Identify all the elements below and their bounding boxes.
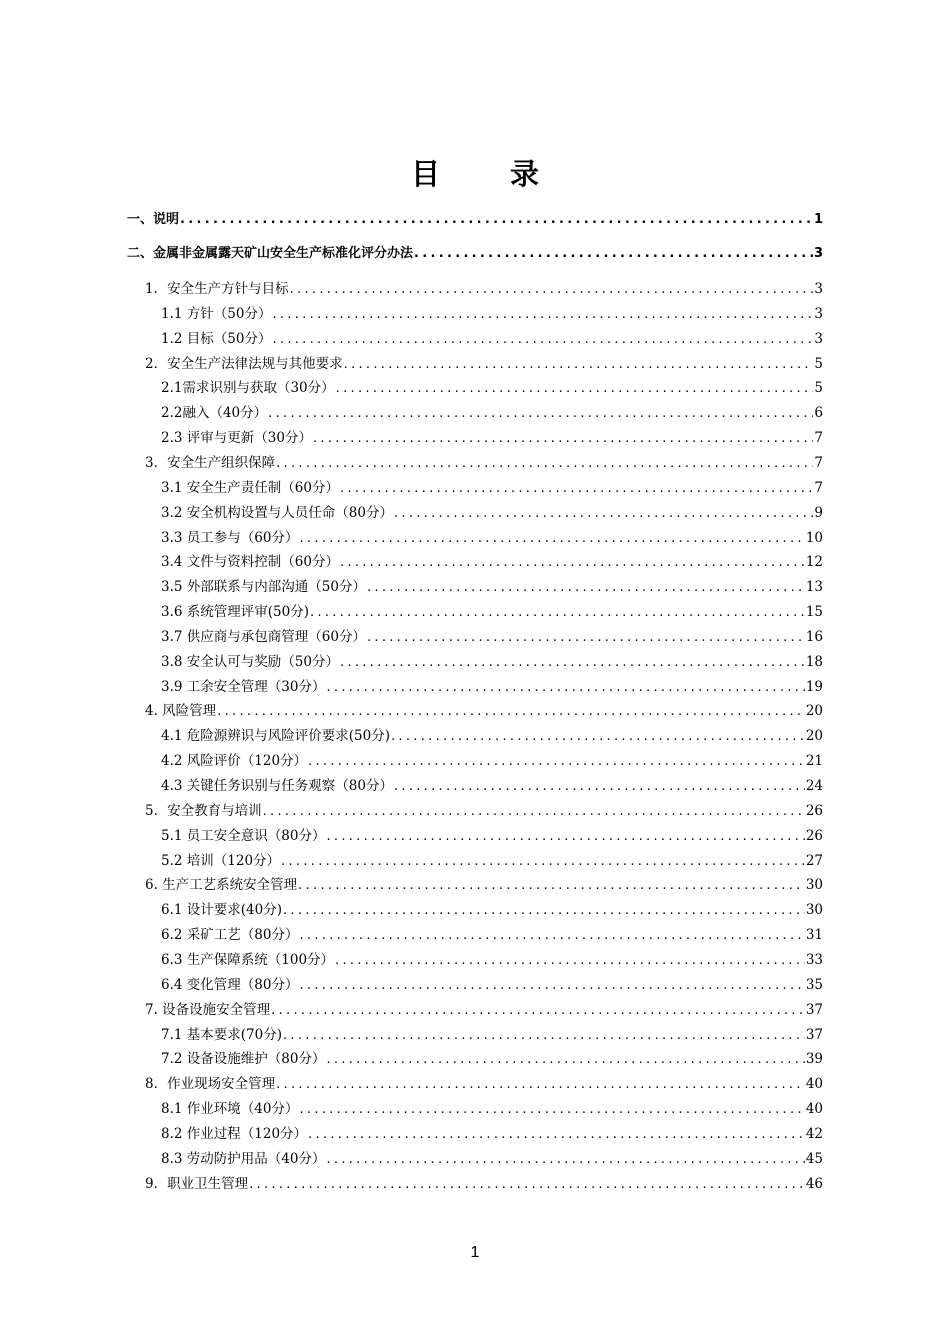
- toc-dot-leader: [283, 901, 805, 921]
- toc-entry-label: 3.9 工余安全管理（30分）: [161, 678, 326, 695]
- toc-entry-label: 6.4 变化管理（80分）: [161, 976, 299, 993]
- toc-dot-leader: [299, 926, 804, 946]
- toc-entry[interactable]: [161, 627, 823, 647]
- toc-entry-page: 40: [805, 1076, 823, 1093]
- toc-entry-label: 3.3 员工参与（60分）: [161, 529, 299, 546]
- toc-entry-label: 8.1 作业环境（40分）: [161, 1101, 299, 1118]
- toc-entry[interactable]: [161, 577, 823, 597]
- toc-entry[interactable]: [161, 602, 823, 622]
- toc-entry[interactable]: [161, 776, 823, 796]
- toc-dot-leader: [180, 210, 813, 230]
- toc-dot-leader: [313, 429, 813, 449]
- toc-entry-page: 20: [805, 728, 823, 745]
- toc-entry[interactable]: [161, 478, 823, 498]
- toc-entry[interactable]: [145, 1174, 823, 1194]
- toc-dot-leader: [299, 976, 804, 996]
- toc-entry-label: 4.1 危险源辨识与风险评价要求(50分): [161, 728, 390, 745]
- toc-entry-label: 7. 设备设施安全管理: [145, 1001, 271, 1018]
- toc-dot-leader: [308, 1125, 805, 1145]
- toc-dot-leader: [344, 355, 814, 375]
- toc-entry-label: 1.2 目标（50分）: [161, 330, 272, 347]
- toc-entry-label: 4.2 风险评价（120分）: [161, 753, 308, 770]
- toc-entry-label: 6.2 采矿工艺（80分）: [161, 927, 299, 944]
- toc-entry-label: 3.7 供应商与承包商管理（60分）: [161, 628, 366, 645]
- toc-dot-leader: [367, 578, 805, 598]
- toc-dot-leader: [326, 678, 804, 698]
- toc-entry-label: 4.3 关键任务识别与任务观察（80分）: [161, 778, 393, 794]
- toc-dot-leader: [340, 479, 813, 499]
- toc-entry[interactable]: [127, 210, 823, 230]
- toc-entry[interactable]: [161, 528, 823, 548]
- toc-entry-label: 5．安全教育与培训: [145, 802, 262, 819]
- toc-entry[interactable]: [161, 1149, 823, 1169]
- toc-dot-leader: [394, 777, 805, 797]
- toc-entry-label: 2．安全生产法律法规与其他要求: [145, 355, 343, 372]
- toc-dot-leader: [290, 280, 814, 300]
- toc-entry[interactable]: [145, 1000, 823, 1020]
- toc-entry[interactable]: [161, 677, 823, 697]
- page-number: 1: [470, 1244, 480, 1261]
- toc-entry-label: 1．安全生产方针与目标: [145, 281, 289, 297]
- toc-dot-leader: [391, 727, 805, 747]
- toc-entry[interactable]: [161, 1099, 823, 1119]
- toc-dot-leader: [299, 529, 804, 549]
- toc-entry-label: 4. 风险管理: [145, 703, 217, 720]
- toc-entry[interactable]: [161, 428, 823, 448]
- toc-entry[interactable]: [145, 701, 823, 721]
- toc-entry-page: 5: [814, 355, 823, 372]
- toc-entry-page: 37: [805, 1026, 823, 1043]
- toc-entry[interactable]: [161, 851, 823, 871]
- toc-entry-label: 5.2 培训（120分）: [161, 852, 281, 869]
- toc-entry[interactable]: [127, 244, 823, 264]
- toc-entry-page: 18: [805, 653, 823, 670]
- toc-entry[interactable]: [161, 1025, 823, 1045]
- toc-entry-label: 6.3 生产保障系统（100分）: [161, 951, 335, 968]
- toc-entry-label: 7.1 基本要求(70分): [161, 1026, 282, 1043]
- toc-entry-label: 3．安全生产组织保障: [145, 454, 276, 471]
- toc-entry-page: 35: [805, 976, 823, 993]
- toc-entry-page: 1: [813, 212, 823, 227]
- toc-entry-page: 12: [805, 554, 823, 571]
- toc-entry-page: 42: [805, 1125, 823, 1142]
- toc-entry-label: 8.3 劳动防护用品（40分）: [161, 1150, 326, 1167]
- toc-entry-page: 13: [805, 579, 823, 596]
- toc-dot-leader: [271, 1001, 805, 1021]
- toc-entry-page: 20: [805, 703, 823, 720]
- toc-entry-label: 3.5 外部联系与内部沟通（50分）: [161, 579, 366, 596]
- toc-entry-label: 2.3 评审与更新（30分）: [161, 430, 312, 447]
- toc-entry-label: 5.1 员工安全意识（80分）: [161, 827, 326, 844]
- toc-dot-leader: [326, 827, 804, 847]
- toc-entry-page: 5: [814, 380, 823, 397]
- toc-entry-page: 7: [814, 454, 823, 471]
- toc-dot-leader: [308, 752, 805, 772]
- toc-entry[interactable]: [161, 975, 823, 995]
- toc-entry-page: 19: [805, 678, 823, 695]
- toc-dot-leader: [336, 379, 814, 399]
- toc-entry-label: 2.2融入（40分）: [161, 405, 268, 422]
- toc-entry-page: 46: [805, 1175, 823, 1192]
- toc-entry-page: 30: [805, 902, 823, 919]
- toc-entry-page: 3: [814, 281, 823, 297]
- toc-entry-label: 一、说明: [127, 212, 180, 227]
- page-title: 目 录: [410, 157, 570, 191]
- toc-entry-page: 9: [814, 504, 823, 521]
- toc-entry[interactable]: [145, 453, 823, 473]
- toc-dot-leader: [340, 553, 805, 573]
- toc-entry[interactable]: [161, 900, 823, 920]
- toc-dot-leader: [340, 653, 805, 673]
- toc-entry[interactable]: [161, 826, 823, 846]
- toc-entry[interactable]: [161, 726, 823, 746]
- toc-dot-leader: [326, 1050, 804, 1070]
- toc-entry[interactable]: [161, 329, 823, 349]
- toc-entry[interactable]: [161, 503, 823, 523]
- toc-dot-leader: [272, 305, 813, 325]
- toc-dot-leader: [263, 802, 805, 822]
- toc-entry[interactable]: [145, 279, 823, 299]
- toc-entry[interactable]: [161, 552, 823, 572]
- toc-dot-leader: [298, 876, 805, 896]
- toc-dot-leader: [299, 1100, 804, 1120]
- toc-dot-leader: [310, 603, 805, 623]
- toc-entry-page: 16: [805, 628, 823, 645]
- toc-entry-page: 33: [805, 951, 823, 968]
- toc-entry-page: 3: [814, 330, 823, 347]
- toc-entry-label: 3.1 安全生产责任制（60分）: [161, 479, 339, 496]
- toc-dot-leader: [335, 951, 805, 971]
- toc-entry-label: 9．职业卫生管理: [145, 1175, 249, 1192]
- toc-entry[interactable]: [161, 403, 823, 423]
- toc-entry-page: 27: [805, 852, 823, 869]
- toc-entry-page: 30: [805, 877, 823, 894]
- toc-dot-leader: [394, 504, 813, 524]
- toc-dot-leader: [367, 628, 805, 648]
- toc-entry-page: 7: [814, 479, 823, 496]
- toc-entry-label: 8.2 作业过程（120分）: [161, 1125, 308, 1142]
- toc-entry-page: 39: [805, 1051, 823, 1068]
- toc-entry[interactable]: [145, 801, 823, 821]
- toc-entry[interactable]: [161, 652, 823, 672]
- toc-entry-label: 3.6 系统管理评审(50分): [161, 604, 309, 621]
- toc-entry-label: 3.2 安全机构设置与人员任命（80分）: [161, 504, 393, 521]
- toc-dot-leader: [276, 454, 813, 474]
- toc-entry[interactable]: [161, 378, 823, 398]
- toc-entry-page: 21: [805, 753, 823, 770]
- toc-entry[interactable]: [161, 925, 823, 945]
- toc-entry[interactable]: [145, 1074, 823, 1094]
- toc-entry-page: 31: [805, 927, 823, 944]
- toc-entry-page: 37: [805, 1001, 823, 1018]
- toc-entry-page: 40: [805, 1101, 823, 1118]
- toc-entry-page: 6: [814, 405, 823, 422]
- toc-entry[interactable]: [145, 354, 823, 374]
- toc-dot-leader: [276, 1075, 805, 1095]
- toc-dot-leader: [268, 404, 813, 424]
- toc-dot-leader: [249, 1175, 805, 1195]
- toc-entry-label: 3.4 文件与资料控制（60分）: [161, 554, 339, 571]
- toc-dot-leader: [414, 244, 813, 264]
- toc-entry-page: 26: [805, 827, 823, 844]
- toc-dot-leader: [217, 702, 805, 722]
- toc-dot-leader: [283, 1026, 805, 1046]
- toc-entry-label: 6.1 设计要求(40分): [161, 902, 282, 919]
- toc-entry-page: 15: [805, 604, 823, 621]
- toc-dot-leader: [281, 852, 805, 872]
- toc-entry-label: 7.2 设备设施维护（80分）: [161, 1051, 326, 1068]
- toc-entry-page: 45: [805, 1150, 823, 1167]
- toc-entry-label: 二、金属非金属露天矿山安全生产标准化评分办法: [127, 246, 414, 261]
- toc-entry-label: 6. 生产工艺系统安全管理: [145, 877, 298, 894]
- toc-entry-label: 8．作业现场安全管理: [145, 1076, 276, 1093]
- toc-entry-label: 1.1 方针（50分）: [161, 305, 272, 322]
- toc-dot-leader: [272, 330, 813, 350]
- toc-entry-page: 7: [814, 430, 823, 447]
- toc-entry-label: 2.1需求识别与获取（30分）: [161, 380, 335, 397]
- toc-entry[interactable]: [145, 875, 823, 895]
- toc-entry-page: 3: [814, 305, 823, 322]
- toc-entry-page: 26: [805, 802, 823, 819]
- toc-entry[interactable]: [161, 950, 823, 970]
- toc-entry-label: 3.8 安全认可与奖励（50分）: [161, 653, 339, 670]
- toc-entry-page: 24: [805, 778, 823, 794]
- toc-entry[interactable]: [161, 1124, 823, 1144]
- toc-entry[interactable]: [161, 751, 823, 771]
- toc-entry-page: 10: [805, 529, 823, 546]
- toc-entry[interactable]: [161, 304, 823, 324]
- toc-entry[interactable]: [161, 1049, 823, 1069]
- toc-dot-leader: [326, 1150, 804, 1170]
- toc-entry-page: 3: [813, 246, 823, 261]
